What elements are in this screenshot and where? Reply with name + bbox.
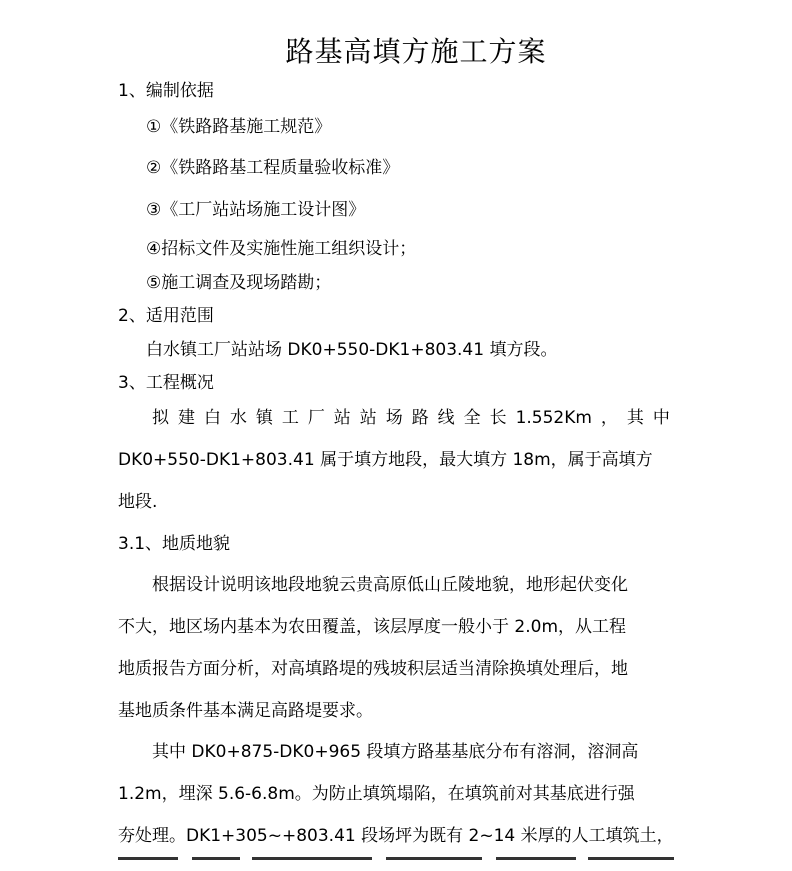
overview-line-2: DK0+550-DK1+803.41 属于填方地段，最大填方 18m，属于高填方 — [118, 450, 653, 470]
reference-item-5: ⑤施工调查及现场踏勘； — [146, 273, 332, 293]
reference-item-3: ③《工厂站站场施工设计图》 — [146, 200, 366, 220]
geology-para2-line-2: 1.2m，埋深 5.6-6.8m。为防止填筑塌陷，在填筑前对其基底进行强 — [118, 784, 635, 804]
overview-line-1-token: 中 — [652, 408, 670, 428]
scope-text: 白水镇工厂站站场 DK0+550-DK1+803.41 填方段。 — [146, 340, 558, 360]
geology-para2-line-1: 其中 DK0+875-DK0+965 段填方路基基底分布有溶洞，溶洞高 — [152, 742, 639, 762]
reference-item-1: ①《铁路路基施工规范》 — [146, 117, 332, 137]
geology-para2-line-3: 夯处理。DK1+305~+803.41 段场坪为既有 2~14 米厚的人工填筑土， — [118, 826, 674, 846]
document-title: 路基高填方施工方案 — [285, 35, 547, 68]
geology-para1-line-2: 不大，地区场内基本为农田覆盖，该层厚度一般小于 2.0m，从工程 — [118, 617, 626, 637]
overview-line-1-token: 1.552Km — [515, 408, 592, 428]
geology-para1-line-1: 根据设计说明该地段地貌云贵高原低山丘陵地貌，地形起伏变化 — [152, 575, 628, 595]
overview-line-1-token: 厂 — [307, 408, 325, 428]
overview-line-1-token: 全 — [463, 408, 481, 428]
overview-line-1-token: ， — [600, 408, 618, 428]
section-2-heading: 2、适用范围 — [118, 306, 214, 326]
reference-item-4: ④招标文件及实施性施工组织设计； — [146, 239, 417, 259]
overview-line-1-token: 其 — [626, 408, 644, 428]
overview-line-1-token: 水 — [229, 408, 247, 428]
cut-off-text-line — [118, 857, 674, 871]
overview-line-1-token: 路 — [411, 408, 429, 428]
section-3-1-heading: 3.1、地质地貌 — [118, 534, 231, 554]
section-3-heading: 3、工程概况 — [118, 373, 214, 393]
section-1-heading: 1、编制依据 — [118, 81, 214, 101]
overview-line-1-token: 场 — [385, 408, 403, 428]
overview-line-1-token: 站 — [333, 408, 351, 428]
geology-para1-line-3: 地质报告方面分析，对高填路堤的残坡积层适当清除换填处理后，地 — [118, 659, 628, 679]
overview-line-1-token: 站 — [359, 408, 377, 428]
overview-line-3: 地段. — [118, 492, 158, 512]
overview-line-1-token: 工 — [281, 408, 299, 428]
overview-line-1 — [152, 406, 670, 430]
geology-para1-line-4: 基地质条件基本满足高路堤要求。 — [118, 701, 373, 721]
overview-line-1-token: 长 — [489, 408, 507, 428]
overview-line-1-token: 拟 — [152, 408, 169, 428]
overview-line-1-token: 线 — [437, 408, 455, 428]
overview-line-1-token: 镇 — [255, 408, 273, 428]
overview-line-1-token: 白 — [203, 408, 221, 428]
overview-line-1-token: 建 — [177, 408, 195, 428]
reference-item-2: ②《铁路路基工程质量验收标准》 — [146, 158, 400, 178]
